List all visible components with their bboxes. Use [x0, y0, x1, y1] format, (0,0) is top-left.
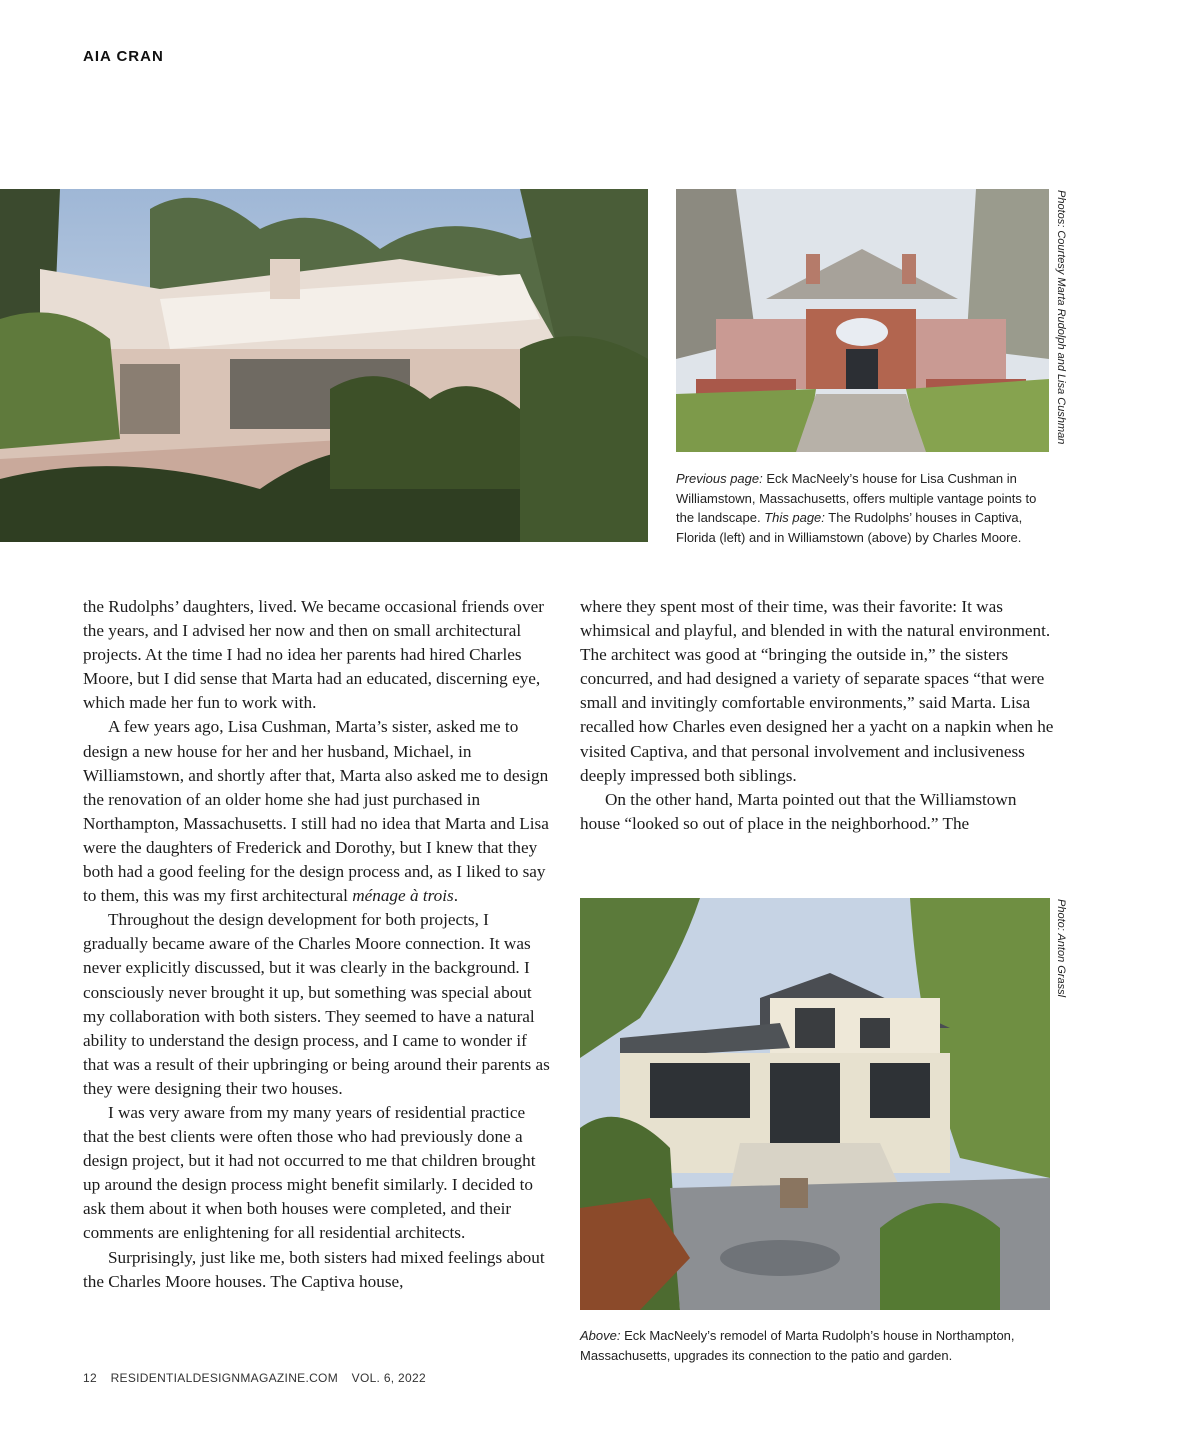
paragraph-text: A few years ago, Lisa Cushman, Marta’s sister, asked me to design a new house for her and her husband, Michael, in Williamstown, and shortly after that, Marta also asked me to design the renovation of an older home she had just purchased in Northampton, Massachusetts. I still had no idea that Marta and Lisa were the daughters of Frederick and Dorothy, but I knew that they both had a good feeling for the design process and, as I liked to say to them, this was my first architectural — [83, 717, 549, 906]
northampton-house-photo — [580, 898, 1050, 1310]
paragraph: I was very aware from my many years of residential practice that the best clients were often those who had previously done a design project, but it had not occurred to me that children brought up around the design process might benefit similarly. I decided to ask them about it when both houses were completed, and their comments are enlightening for all residential architects. — [83, 1102, 536, 1243]
magazine-website: RESIDENTIALDESIGNMAGAZINE.COM — [110, 1371, 338, 1385]
paragraph-end: . — [453, 886, 459, 906]
page-number: 12 — [83, 1371, 97, 1385]
photo-credit-bottom: Photo: Anton Grassl — [1055, 899, 1067, 998]
section-label: AIA CRAN — [83, 48, 164, 65]
paragraph: Surprisingly, just like me, both sisters had mixed feelings about the Charles Moore houses. The Captiva house, — [83, 1247, 545, 1291]
paragraph: where they spent most of their time, was their favorite: It was whimsical and playful, and blended in with the natural environment. The architect was good at “bringing the outside in,” the sisters concurred, and had designed a variety of separate spaces “that were small and invitingly comfortable environments,” said Marta. Lisa recalled how Charles even designed her a yacht on a napkin when he visited Captiva, and that personal involvement and inclusiveness deeply impressed both siblings. — [580, 597, 1054, 785]
paragraph: the Rudolphs’ daughters, lived. We became occasional friends over the years, and I advised her now and then on small architectural projects. At the time I had no idea her parents had hired Charles Moore, but I did sense that Marta had an educated, discerning eye, which made her fun to work with. — [83, 597, 544, 713]
article-column-left — [83, 595, 553, 1294]
caption-top-text-previous: Eck MacNeely’s house for Lisa Cushman in Williamstown, Massachusetts, offers multiple vantage points to the landscape. — [676, 471, 1037, 525]
caption-top-lead-this: This page: — [764, 510, 825, 525]
caption-bottom-lead: Above: — [580, 1328, 621, 1343]
williamstown-house-photo — [676, 189, 1049, 452]
caption-top — [676, 469, 1056, 547]
paragraph — [83, 715, 553, 908]
article-column-right — [580, 595, 1060, 836]
caption-top-lead-previous: Previous page: — [676, 471, 763, 486]
paragraph-italic-phrase: ménage à trois — [352, 886, 454, 906]
paragraph: On the other hand, Marta pointed out that the Williamstown house “looked so out of place in the neighborhood.” The — [580, 789, 1017, 833]
photo-credit-top: Photos: Courtesy Marta Rudolph and Lisa Cushman — [1055, 190, 1067, 445]
paragraph: Throughout the design development for both projects, I gradually became aware of the Charles Moore connection. It was never explicitly discussed, but it was clearly in the background. I consciously never brought it up, but something was special about my collaboration with both sisters. They seemed to have a natural ability to understand the design process, and I came to wonder if that was a result of their upbringing or being around their parents as they were designing their two houses. — [83, 910, 550, 1098]
page-footer — [83, 1371, 436, 1385]
caption-bottom-text: Eck MacNeely’s remodel of Marta Rudolph’s house in Northampton, Massachusetts, upgrades its connection to the patio and garden. — [580, 1328, 1015, 1363]
volume-label: VOL. 6, 2022 — [351, 1371, 426, 1385]
captiva-house-photo — [0, 189, 648, 542]
caption-bottom — [580, 1326, 1060, 1365]
caption-top-text-this: The Rudolphs’ houses in Captiva, Florida (left) and in Williamstown (above) by Charles Moore. — [676, 510, 1023, 545]
